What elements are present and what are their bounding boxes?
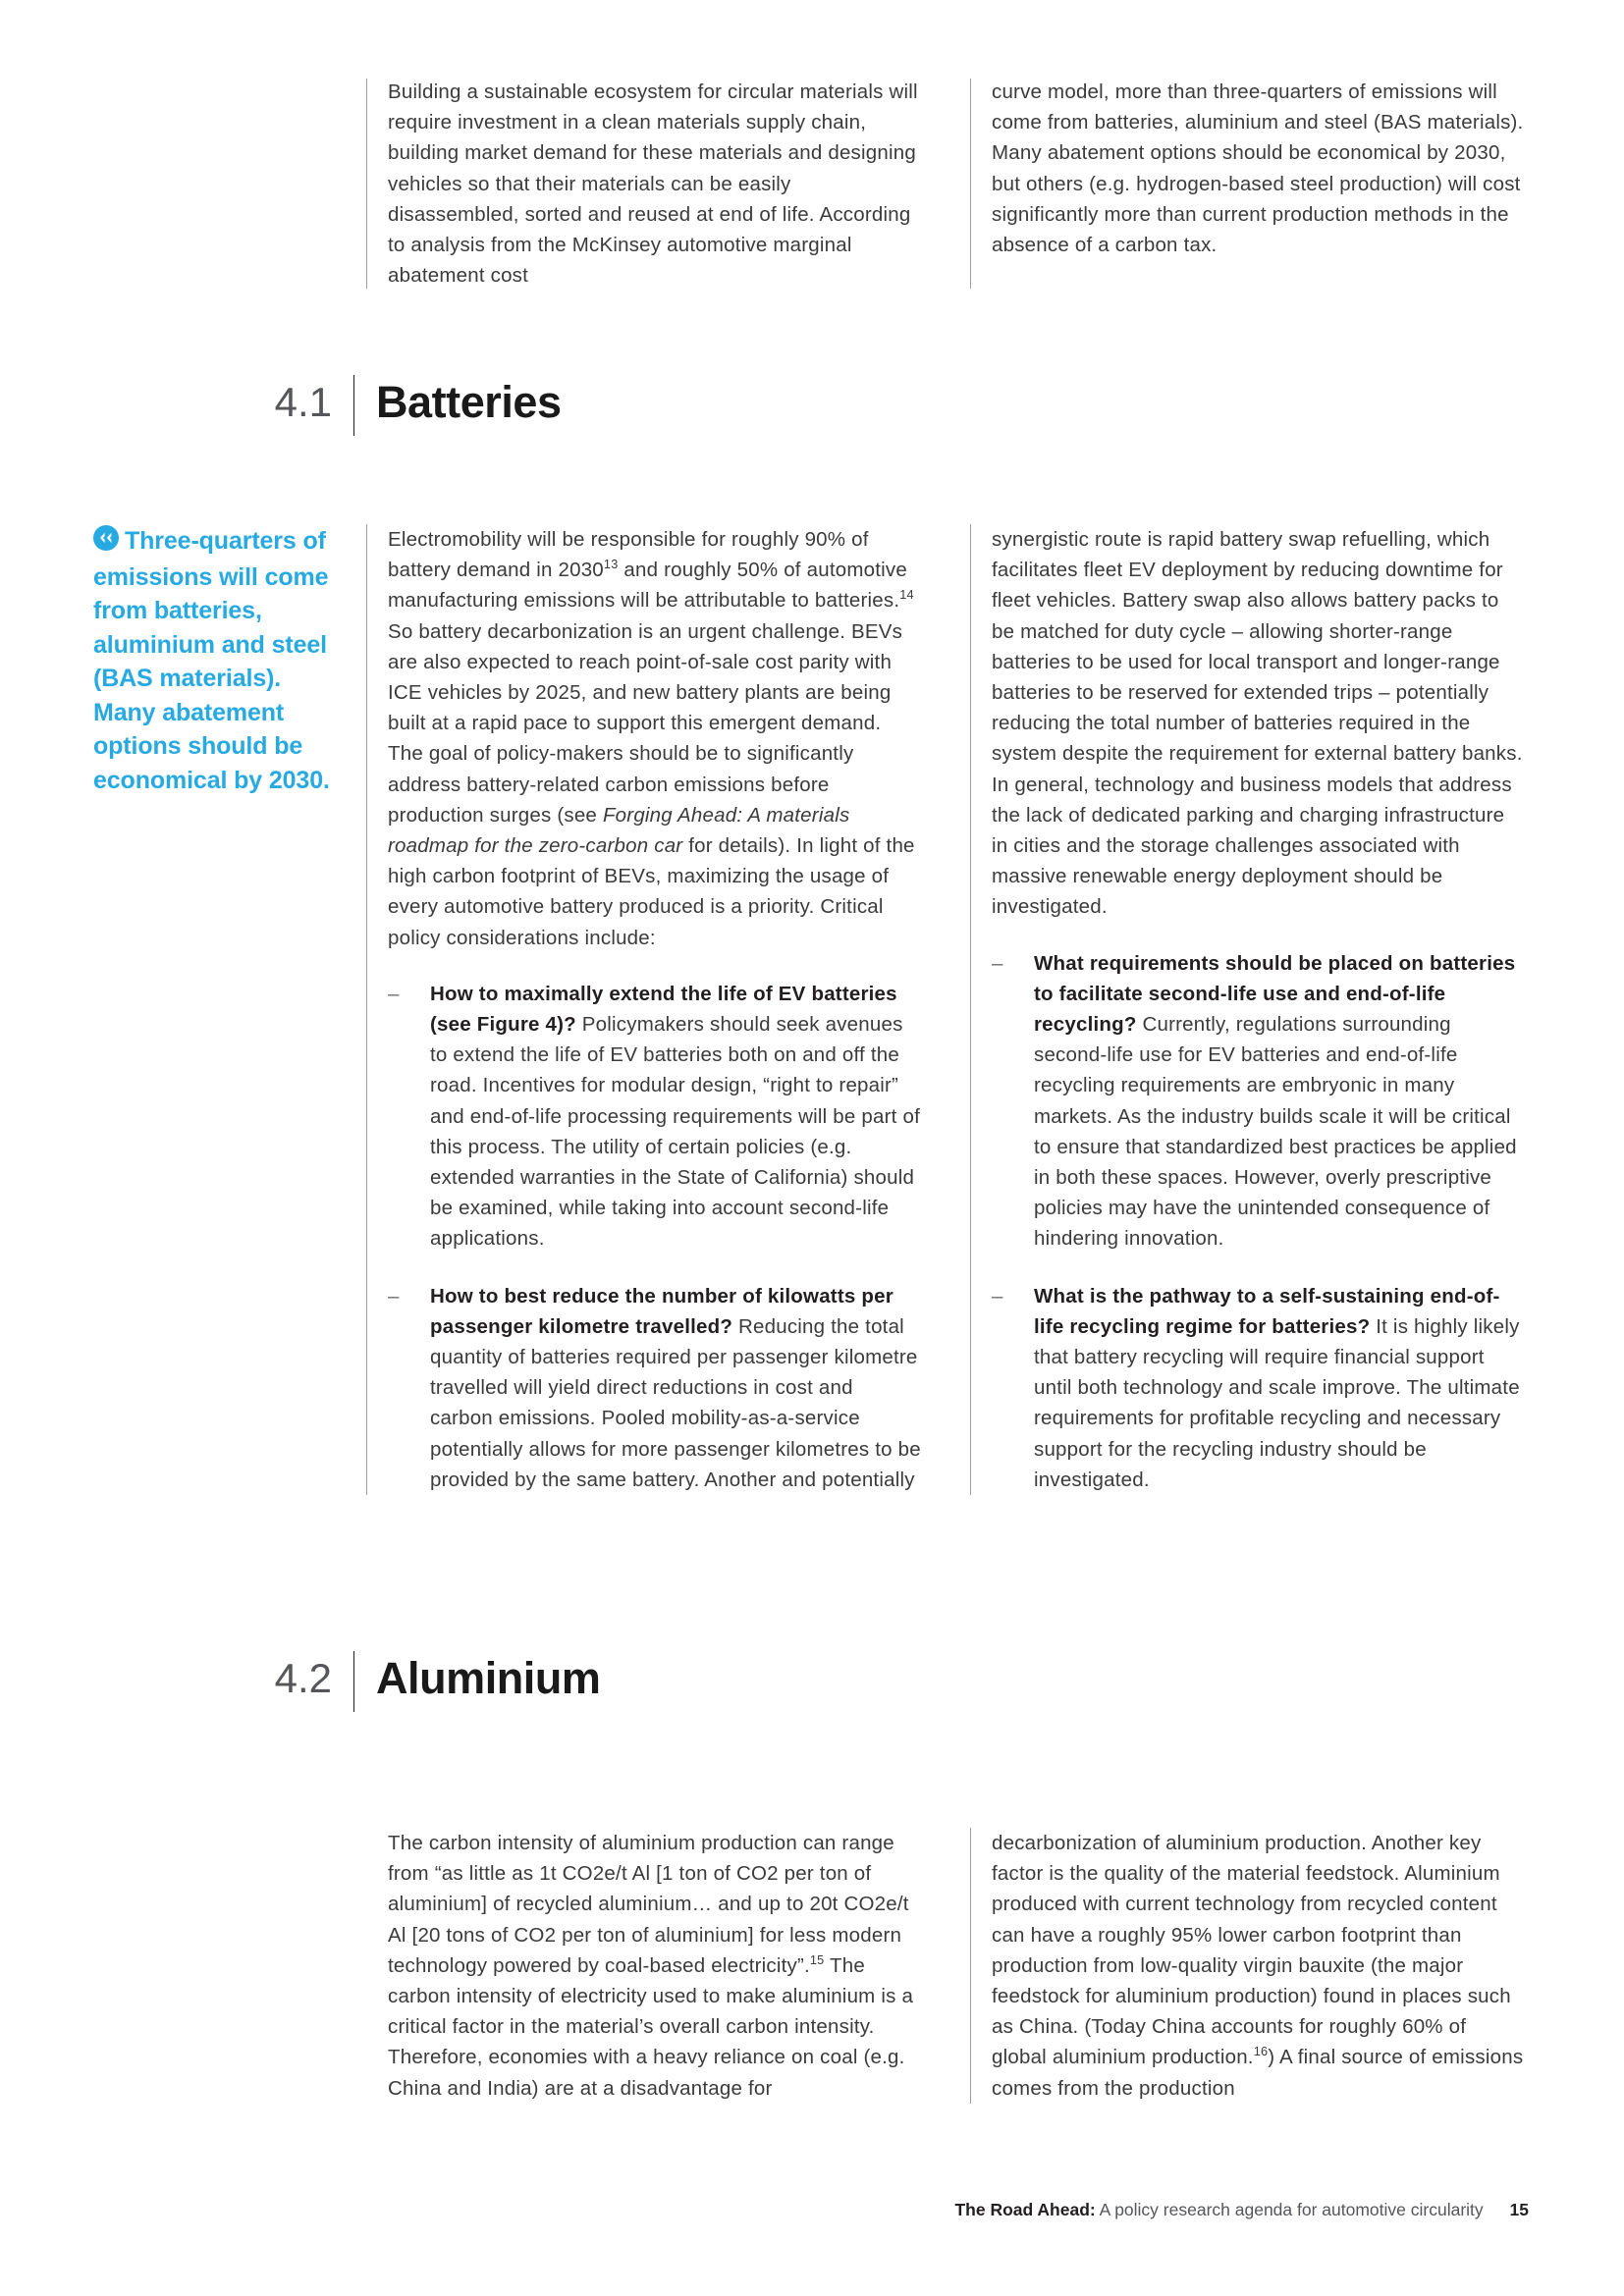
bullet-body: Policymakers should seek avenues to extend the life of EV batteries both on and off the road. Incentives for modular design, “right to repair” and end-of-life processing requirements will be part of this process. The utility of certain policies (e.g. extended warranties in the State of California) should be examined, while taking into account second-life applications.: [430, 1013, 920, 1251]
intro-column-left: [366, 77, 921, 291]
dash-bullet-icon: –: [992, 951, 1003, 975]
section-number-42: 4.2: [274, 1655, 332, 1701]
bullet-text: [430, 979, 921, 1255]
bullet-body: Reducing the total quantity of batteries required per passenger kilometre travelled will yield direct reductions in cost and carbon emissions. Pooled mobility-as-a-service potentially allows for more passenger kilometres to be provided by the same battery. Another and potentially: [430, 1314, 921, 1491]
alu-r-pa: decarbonization of aluminium production. Another key factor is the quality of the material feedstock. Aluminium produced with current technology from recycled content can have a roughly 95% lower carbon footprint than production from low-quality virgin bauxite (the major feedstock for aluminium production) found in places such as China. (Today China accounts for roughly 60% of global aluminium production.: [992, 1832, 1511, 2069]
report-title-citation: Forging Ahead: A materials roadmap for the zero-carbon car: [388, 803, 850, 858]
alu-r-pb: ) A final source of emissions comes from the production: [992, 2046, 1524, 2100]
section-heading-aluminium: [206, 1651, 600, 1712]
list-item: [388, 979, 921, 1255]
dash-bullet-icon: –: [388, 982, 400, 1005]
batteries-column-left: [366, 524, 921, 1495]
section-heading-batteries: [206, 375, 562, 436]
bat-l-p1d: for details). In light of the high carbon footprint of BEVs, maximizing the usage of every automotive battery produced is a priority. Critical policy considerations include:: [388, 834, 915, 949]
pullquote-text: Three-quarters of emissions will come from batteries, aluminium and steel (BAS materials). Many abatement options should be economical by 2030.: [93, 527, 330, 794]
footnote-ref-13: 13: [603, 557, 619, 572]
footnote-ref-14: 14: [899, 587, 914, 603]
dash-bullet-icon: –: [992, 1284, 1003, 1308]
batteries-body-columns: [366, 524, 1525, 1495]
alu-l-pb: The carbon intensity of electricity used to make aluminium is a critical factor in the material’s overall carbon intensity. Therefore, economies with a heavy reliance on coal (e.g. China and India) are at a disadvantage for: [388, 1953, 914, 2100]
bullet-text: [1034, 1281, 1525, 1495]
list-item: [992, 1281, 1525, 1495]
section-number-41: 4.1: [274, 379, 332, 425]
bat-l-p1b: and roughly 50% of automotive manufacturing emissions will be attributable to batteries.: [388, 559, 907, 613]
page-footer: [0, 2200, 1624, 2220]
aluminium-left-paragraph: [388, 1828, 921, 2104]
intro-paragraph-left: Building a sustainable ecosystem for circular materials will require investment in a clean materials supply chain, building market demand for these materials and designing vehicles so that their materials can be easily disassembled, sorted and reused at end of life. According to analysis from the McKinsey automotive marginal abatement cost: [388, 80, 918, 288]
footnote-ref-15: 15: [809, 1951, 825, 1967]
list-item: [992, 948, 1525, 1255]
aluminium-body-columns: [366, 1828, 1525, 2104]
list-item: [388, 1281, 921, 1495]
section-title-batteries: Batteries: [376, 377, 562, 427]
intro-column-right: [970, 77, 1525, 291]
intro-block: [366, 77, 1525, 291]
bullet-lead: How to maximally extend the life of EV batteries (see Figure 4)?: [430, 982, 897, 1037]
aluminium-right-paragraph: [992, 1828, 1525, 2104]
bullet-text: [430, 1281, 921, 1495]
bullet-text: [1034, 948, 1525, 1255]
batteries-column-right: [970, 524, 1525, 1495]
alu-l-pa: The carbon intensity of aluminium production can range from “as little as 1t CO2e/t Al [1 ton of CO2 per ton of aluminium] of recycled aluminium… and up to 20t CO2e/t Al [20 tons of CO2 per ton of aluminium] for less modern technology powered by coal-based electricity”.: [388, 1832, 909, 1977]
footer-document-subtitle: A policy research agenda for automotive circularity: [1099, 2200, 1484, 2219]
section-title-aluminium: Aluminium: [376, 1653, 601, 1703]
bullet-body: Currently, regulations surrounding second-life use for EV batteries and end-of-life recycling requirements are embryonic in many markets. As the industry builds scale it will be critical to ensure that standardized best practices be applied in both these spaces. However, overly prescriptive policies may have the unintended consequence of hindering innovation.: [1034, 1013, 1517, 1251]
bullet-lead: What is the pathway to a self-sustaining end-of-life recycling regime for batteries?: [1034, 1284, 1500, 1338]
bullet-lead: How to best reduce the number of kilowatts per passenger kilometre travelled?: [430, 1284, 893, 1338]
pullquote-batteries: [93, 524, 341, 797]
dash-bullet-icon: –: [388, 1284, 400, 1308]
bullet-lead: What requirements should be placed on batteries to facilitate second-life use and end-of-life recycling?: [1034, 951, 1516, 1037]
batteries-left-paragraph-1: [388, 524, 921, 953]
footer-document-title: The Road Ahead:: [954, 2200, 1096, 2219]
intro-paragraph-right: curve model, more than three-quarters of emissions will come from batteries, aluminium and steel (BAS materials). Many abatement options should be economical by 2030, but others (e.g. hydrogen-based steel production) will cost significantly more than current production methods in the absence of a carbon tax.: [992, 80, 1524, 257]
batteries-right-paragraph-1: synergistic route is rapid battery swap refuelling, which facilitates fleet EV deployment by reducing downtime for fleet vehicles. Battery swap also allows battery packs to be matched for duty cycle – allowing shorter-range batteries to be used for local transport and longer-range batteries to be reserved for extended trips – potentially reducing the total number of batteries required in the system despite the requirement for external battery banks. In general, technology and business models that address the lack of dedicated parking and charging infrastructure in cities and the storage challenges associated with massive renewable energy deployment should be investigated.: [992, 528, 1523, 919]
aluminium-column-left: [366, 1828, 921, 2104]
bat-l-p1c: So battery decarbonization is an urgent challenge. BEVs are also expected to reach point-of-sale cost parity with ICE vehicles by 2025, and new battery plants are being built at a rapid pace to support this emergent demand. The goal of policy-makers should be to significantly address battery-related carbon emissions before production surges (see: [388, 619, 903, 827]
page-number: 15: [1509, 2200, 1529, 2219]
bat-l-p1a: Electromobility will be responsible for roughly 90% of battery demand in 2030: [388, 528, 869, 582]
quote-mark-icon: [93, 525, 119, 561]
footnote-ref-16: 16: [1253, 2044, 1269, 2059]
bullet-body: It is highly likely that battery recycling will require financial support until both technology and scale improve. The ultimate requirements for profitable recycling and necessary support for the recycling industry should be investigated.: [1034, 1314, 1520, 1491]
aluminium-column-right: [970, 1828, 1525, 2104]
